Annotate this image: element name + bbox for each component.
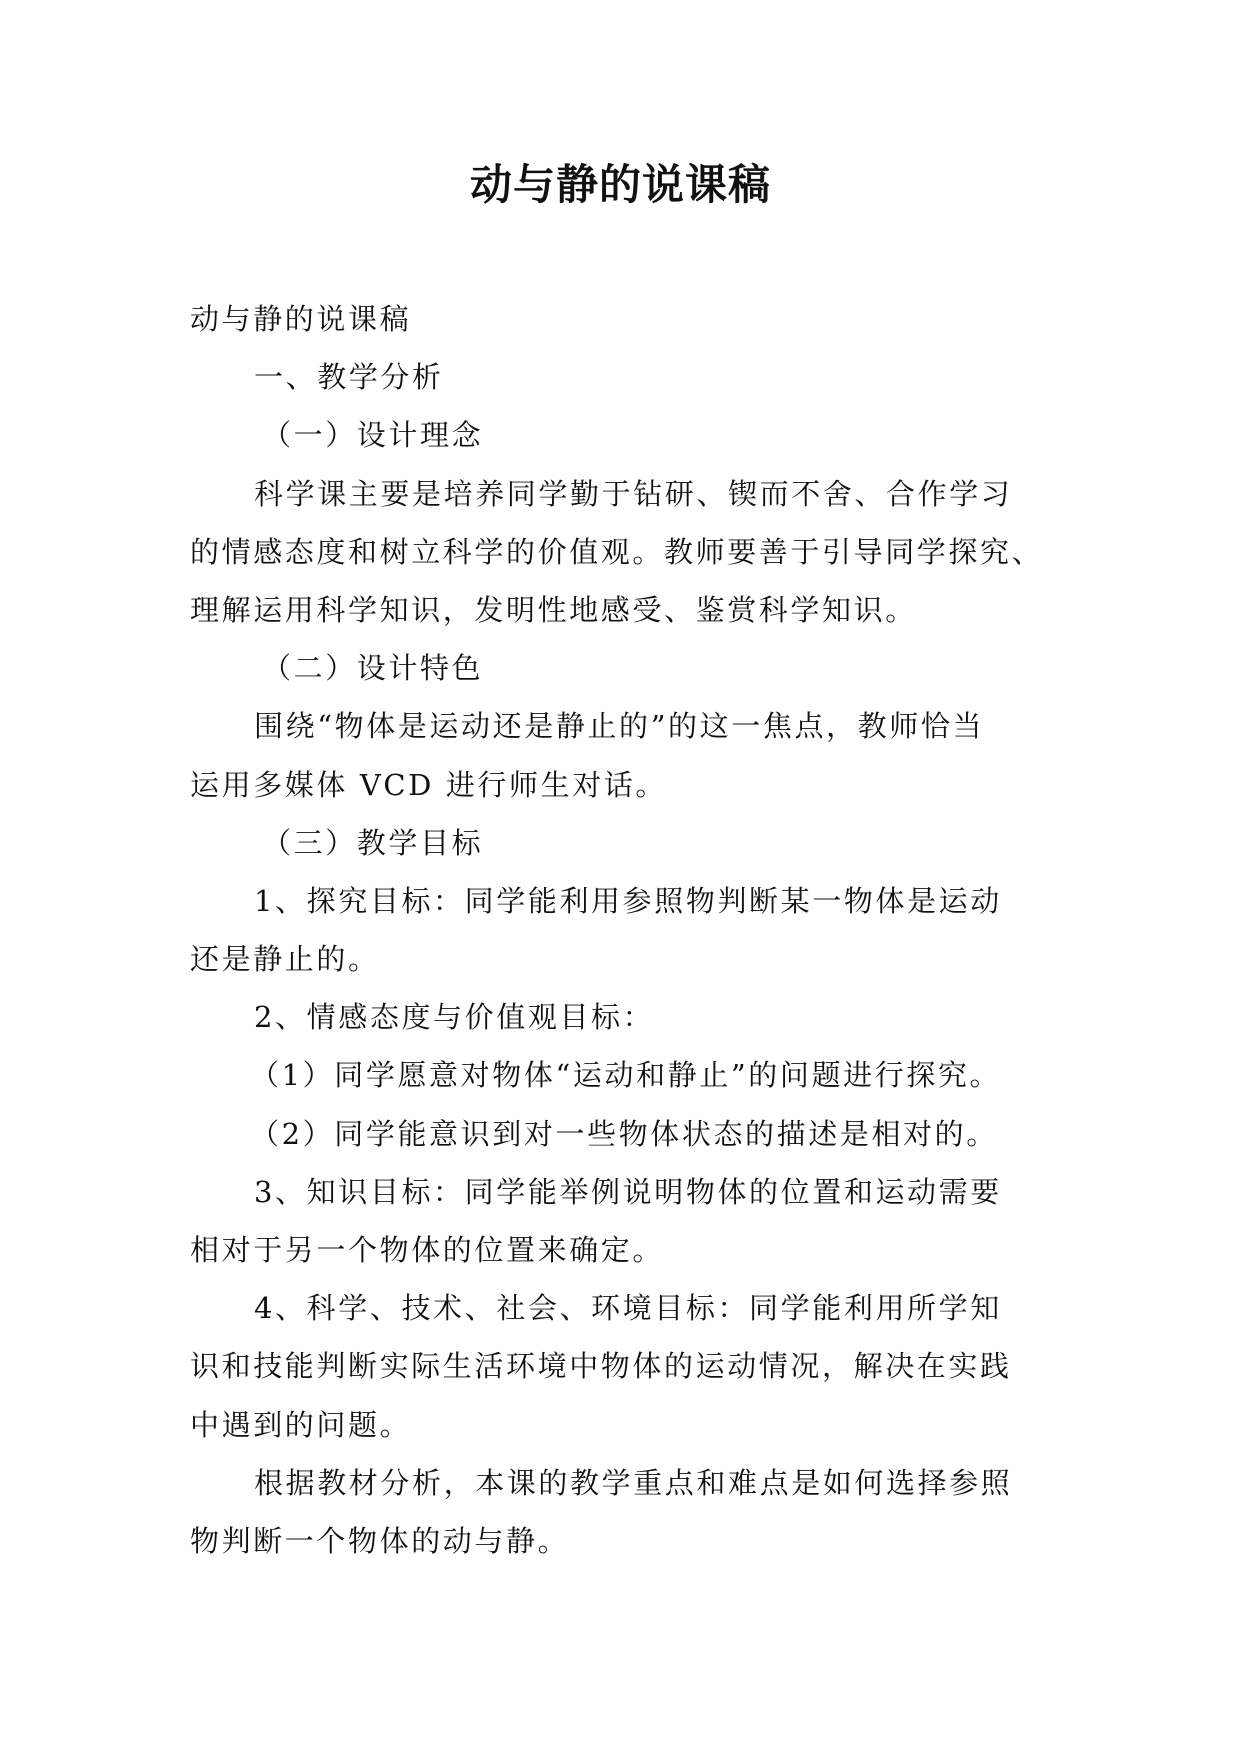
body-line-subtitle: 动与静的说课稿	[190, 302, 412, 336]
paragraph-line: 科学课主要是培养同学勤于钻研、锲而不舍、合作学习	[254, 476, 1013, 511]
subheading-design-concept: （一）设计理念	[262, 418, 484, 453]
document-title: 动与静的说课稿	[469, 160, 771, 209]
goal-item-line: 识和技能判断实际生活环境中物体的运动情况，解决在实践	[190, 1349, 1012, 1384]
heading-teaching-analysis: 一、教学分析	[254, 360, 444, 395]
paragraph-line: 理解运用科学知识，发明性地感受、鉴赏科学知识。	[190, 592, 917, 627]
goal-item-line: 2、情感态度与价值观目标：	[254, 1000, 655, 1035]
paragraph-line: 根据教材分析，本课的教学重点和难点是如何选择参照	[254, 1465, 1013, 1500]
paragraph-line: 的情感态度和树立科学的价值观。教师要善于引导同学探究、	[190, 534, 1044, 569]
goal-item-line: 3、知识目标：同学能举例说明物体的位置和运动需要	[254, 1174, 1002, 1209]
paragraph-line: 运用多媒体 VCD 进行师生对话。	[190, 767, 668, 802]
document-body	[190, 290, 1070, 1570]
goal-item-line: 相对于另一个物体的位置来确定。	[190, 1233, 665, 1267]
subheading-design-features: （二）设计特色	[262, 651, 484, 686]
goal-item-line: 还是静止的。	[190, 942, 380, 977]
subheading-teaching-goals: （三）教学目标	[262, 825, 484, 860]
paragraph-line: 围绕“物体是运动还是静止的”的这一焦点，教师恰当	[254, 709, 985, 744]
paragraph-line: 物判断一个物体的动与静。	[190, 1523, 570, 1558]
goal-subitem-line: （1）同学愿意对物体“运动和静止”的问题进行探究。	[250, 1058, 1002, 1093]
goal-item-line: 中遇到的问题。	[190, 1407, 412, 1442]
goal-item-line: 1、探究目标：同学能利用参照物判断某一物体是运动	[254, 883, 1002, 918]
goal-subitem-line: （2）同学能意识到对一些物体状态的描述是相对的。	[250, 1116, 998, 1151]
goal-item-line: 4、科学、技术、社会、环境目标：同学能利用所学知	[254, 1291, 1002, 1326]
